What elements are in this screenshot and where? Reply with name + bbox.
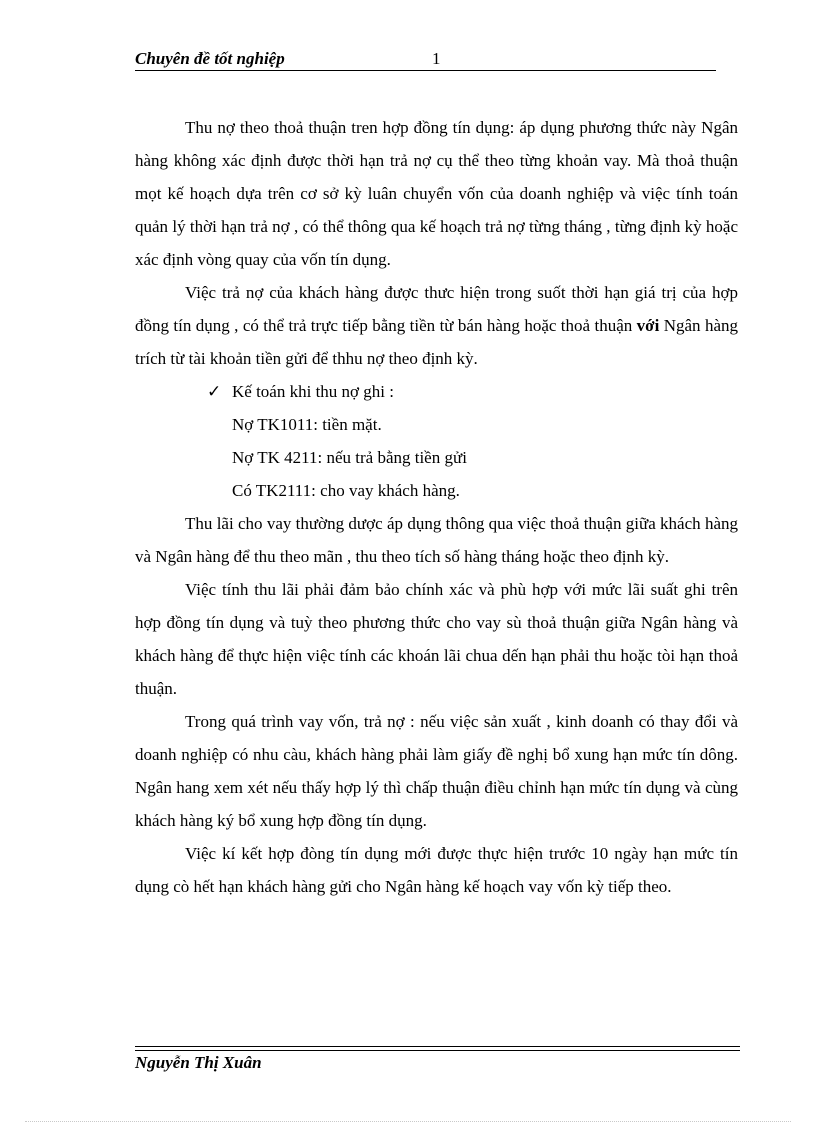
document-title: Chuyên đề tốt nghiệp bbox=[135, 49, 285, 68]
paragraph: Trong quá trình vay vốn, trả nợ : nếu việc sản xuất , kinh doanh có thay đổi và doanh nghiệp có nhu càu, khách hàng phải làm giấy đề nghị bổ xung hạn mức tín dông. Ngân hang xem xét nếu thấy hợp lý thì chấp thuận điều chỉnh hạn mức tín dụng và cùng khách hàng ký bổ xung hợp đồng tín dụng. bbox=[135, 712, 738, 830]
paragraph-text: Ngân hàng trích từ tài khoản tiền gửi để thhu nợ theo định kỳ. bbox=[135, 316, 738, 368]
entry-line: Nợ TK1011: tiền mặt. bbox=[232, 415, 382, 434]
paragraph: Thu lãi cho vay thường dược áp dụng thông qua việc thoả thuận giữa khách hàng và Ngân hàng để thu theo mãn , thu theo tích số hàng tháng hoặc theo định kỳ. bbox=[135, 514, 738, 566]
accounting-entries bbox=[135, 375, 738, 507]
page-boundary-line bbox=[25, 1121, 791, 1122]
paragraph: Thu nợ theo thoả thuận tren hợp đồng tín dụng: áp dụng phương thức này Ngân hàng không xác định được thời hạn trả nợ cụ thể theo từng khoản vay. Mà thoả thuận mọt kế hoạch dựa trên cơ sở kỳ luân chuyển vốn của doanh nghiệp và việc tính toán quản lý thời hạn trả nợ , có thể thông qua kế hoạch trả nợ từng tháng , từng định kỳ hoặc xác định vòng quay của vốn tín dụng. bbox=[135, 118, 738, 269]
paragraph: Việc kí kết hợp đòng tín dụng mới được thực hiện trước 10 ngày hạn mức tín dụng cò hết hạn khách hàng gửi cho Ngân hàng kế hoạch vay vốn kỳ tiếp theo. bbox=[135, 844, 738, 896]
entries-heading-text: Kế toán khi thu nợ ghi : bbox=[232, 382, 394, 401]
checkmark-icon: ✓ bbox=[207, 382, 222, 401]
paragraph bbox=[135, 276, 738, 375]
footer-rule bbox=[135, 1046, 740, 1051]
paragraph: Việc tính thu lãi phải đảm bảo chính xác và phù hợp với mức lãi suất ghi trên hợp đồng tín dụng và tuỳ theo phương thức cho vay sù thoả thuận giữa Ngân hàng và khách hàng để thực hiện việc tính các khoán lãi chua dến hạn phải thu hoặc tòi hạn thoả thuận. bbox=[135, 580, 738, 698]
page-header bbox=[135, 48, 716, 71]
page-number: 1 bbox=[432, 49, 441, 68]
paragraph-bold-text: với bbox=[636, 316, 660, 335]
document-body bbox=[135, 111, 738, 903]
entries-heading bbox=[135, 375, 738, 408]
footer-author: Nguyễn Thị Xuân bbox=[135, 1053, 262, 1072]
entry-line: Nợ TK 4211: nếu trả bằng tiền gửi bbox=[232, 448, 467, 467]
paragraph-text: Việc trả nợ của khách hàng được thưc hiện trong suốt thời hạn giá trị của hợp đồng tín dụng , có thể trả trực tiếp bằng tiền từ bán hàng hoặc thoả thuận bbox=[135, 283, 738, 335]
entry-line: Có TK2111: cho vay khách hàng. bbox=[232, 481, 460, 500]
